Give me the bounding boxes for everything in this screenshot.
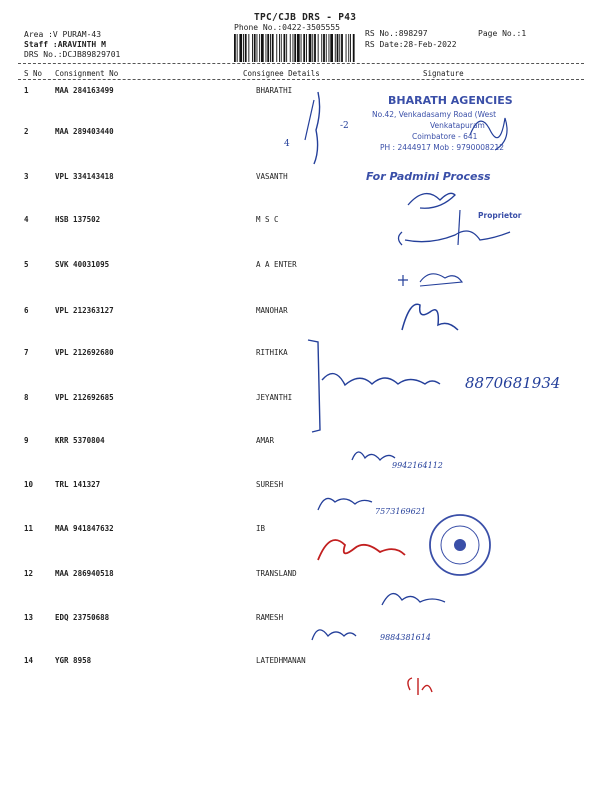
row-consignment-no: VPL 212363127 [55,306,114,315]
row-consignment-no: MAA 286940518 [55,569,114,578]
barcode-bar [272,34,274,62]
handwritten-phone: 9884381614 [380,633,431,642]
phone-number: Phone No.:0422-3505555 [234,23,340,32]
rs-date: RS Date:28-Feb-2022 [365,40,457,49]
bharath-stamp-name: BHARATH AGENCIES [388,94,513,107]
row-consignee: BHARATHI [256,86,293,95]
barcode-bar [303,34,305,62]
row-consignee: SURESH [256,480,284,489]
barcode-bar [270,34,271,62]
rs-number: RS No.:898297 [365,29,428,38]
barcode-bar [326,34,327,62]
barcode-bar [248,34,249,62]
barcode-bar [346,34,347,62]
signature-scribble [318,498,372,510]
staff-line [24,40,106,49]
signature-scribble [408,193,455,208]
barcode-bar [237,34,238,62]
signature-scribble [408,678,432,695]
barcode-bar [337,34,339,62]
signature-scribble [382,594,445,605]
drs-number: DRS No.:DCJB89829701 [24,50,121,59]
barcode-bar [257,34,258,62]
row-sno: 7 [24,348,29,357]
barcode-bar [279,34,280,62]
handwritten-mark: 4 [284,139,290,149]
col-signature: Signature [423,69,464,78]
row-consignment-no: TRL 141327 [55,480,101,489]
row-consignment-no: VPL 212692685 [55,393,114,402]
barcode-bar [267,34,269,62]
handwritten-mark: -2 [340,121,349,131]
row-sno: 10 [24,480,34,489]
row-sno: 5 [24,260,29,269]
table-row [0,172,600,186]
barcode-bar [276,34,277,62]
barcode-bar [330,34,333,62]
row-consignee: RITHIKA [256,348,288,357]
row-sno: 12 [24,569,34,578]
table-row [0,393,600,407]
row-sno: 2 [24,127,29,136]
row-consignee: RAMESH [256,613,284,622]
row-sno: 3 [24,172,29,181]
row-consignee: LATEDHMANAN [256,656,306,665]
barcode-bar [306,34,307,62]
row-consignee: IB [256,524,266,533]
barcode [233,34,355,62]
table-row [0,348,600,362]
col-consignment: Consignment No [55,69,119,78]
row-consignment-no: MAA 941847632 [55,524,114,533]
barcode-bar [339,34,340,62]
row-consignee: A A ENTER [256,260,297,269]
barcode-bar [286,34,287,62]
barcode-bar [309,34,312,62]
table-row [0,436,600,450]
barcode-bar [323,34,325,62]
barcode-bar [281,34,282,62]
area-label: Area :V PURAM-43 [24,30,102,39]
bank-seal [454,539,466,551]
row-consignment-no: MAA 289403440 [55,127,114,136]
barcode-bar [329,34,330,62]
handwritten-phone: 7573169621 [375,507,426,516]
table-row [0,656,600,670]
sheet-title: TPC/CJB DRS - P43 [254,12,357,23]
row-sno: 9 [24,436,29,445]
col-sno: S No [24,69,43,78]
col-consignee: Consignee Details [243,69,320,78]
row-consignee: VASANTH [256,172,288,181]
signature-scribble [312,630,356,640]
row-consignment-no: HSB 137502 [55,215,101,224]
barcode-bar [321,34,322,62]
table-row [0,524,600,538]
row-consignment-no: VPL 334143418 [55,172,114,181]
signature-scribble [322,374,440,385]
bharath-stamp-addr3: Coimbatore - 641 [412,132,478,141]
table-row [0,127,600,141]
barcode-bar [243,34,244,62]
handwritten-phone: 9942164112 [392,461,443,470]
header-rule [18,79,584,80]
row-consignee: M S C [256,215,279,224]
barcode-bar [284,34,286,62]
barcode-bar [266,34,267,62]
row-consignee: JEYANTHI [256,393,293,402]
row-consignment-no: KRR 5370804 [55,436,105,445]
row-sno: 8 [24,393,29,402]
signature-scribble [398,275,408,286]
handwritten-phone: 8870681934 [465,374,561,392]
row-consignee: AMAR [256,436,275,445]
row-consignee: MANOHAR [256,306,288,315]
row-sno: 13 [24,613,34,622]
row-sno: 4 [24,215,29,224]
signature-scribble [352,452,395,460]
table-row [0,613,600,627]
barcode-bar [239,34,242,62]
table-row [0,569,600,583]
signature-scribble [318,540,405,560]
barcode-bar [297,34,300,62]
barcode-bar [290,34,291,62]
barcode-bar [350,34,351,62]
staff-label: Staff : [24,40,58,49]
barcode-bar [301,34,302,62]
top-rule [18,63,584,64]
barcode-bar [259,34,260,62]
bharath-stamp-addr2: Venkatapuram [430,121,485,130]
bharath-stamp-phone: PH : 2444917 Mob : 9790008212 [380,143,505,152]
barcode-bar [245,34,247,62]
barcode-bar [314,34,316,62]
staff-name: ARAVINTH M [57,40,106,49]
row-consignment-no: YGR 8958 [55,656,92,665]
barcode-bar [312,34,313,62]
row-sno: 14 [24,656,34,665]
barcode-bar [254,34,256,62]
row-sno: 1 [24,86,29,95]
row-consignment-no: MAA 284163499 [55,86,114,95]
barcode-bar [293,34,294,62]
row-consignment-no: EDQ 23750688 [55,613,110,622]
barcode-bar [234,34,236,62]
row-sno: 11 [24,524,34,533]
row-consignee: TRANSLAND [256,569,297,578]
padmini-stamp: For Padmini Process [366,170,491,183]
bharath-stamp-addr1: No.42, Venkadasamy Road (West [372,110,497,119]
barcode-bar [335,34,336,62]
barcode-bar [252,34,253,62]
signature-scribble [420,274,462,286]
table-row [0,260,600,274]
row-consignment-no: VPL 212692680 [55,348,114,357]
table-row [0,306,600,320]
barcode-bar [348,34,349,62]
table-row [0,480,600,494]
barcode-bar [318,34,319,62]
signature-scribble [399,231,511,245]
barcode-bar [261,34,264,62]
row-consignment-no: SVK 40031095 [55,260,110,269]
barcode-bar [294,34,296,62]
proprietor-stamp: Proprietor [478,211,522,220]
row-sno: 6 [24,306,29,315]
barcode-bar [341,34,343,62]
barcode-bar [353,34,355,62]
page-number: Page No.:1 [478,29,527,38]
